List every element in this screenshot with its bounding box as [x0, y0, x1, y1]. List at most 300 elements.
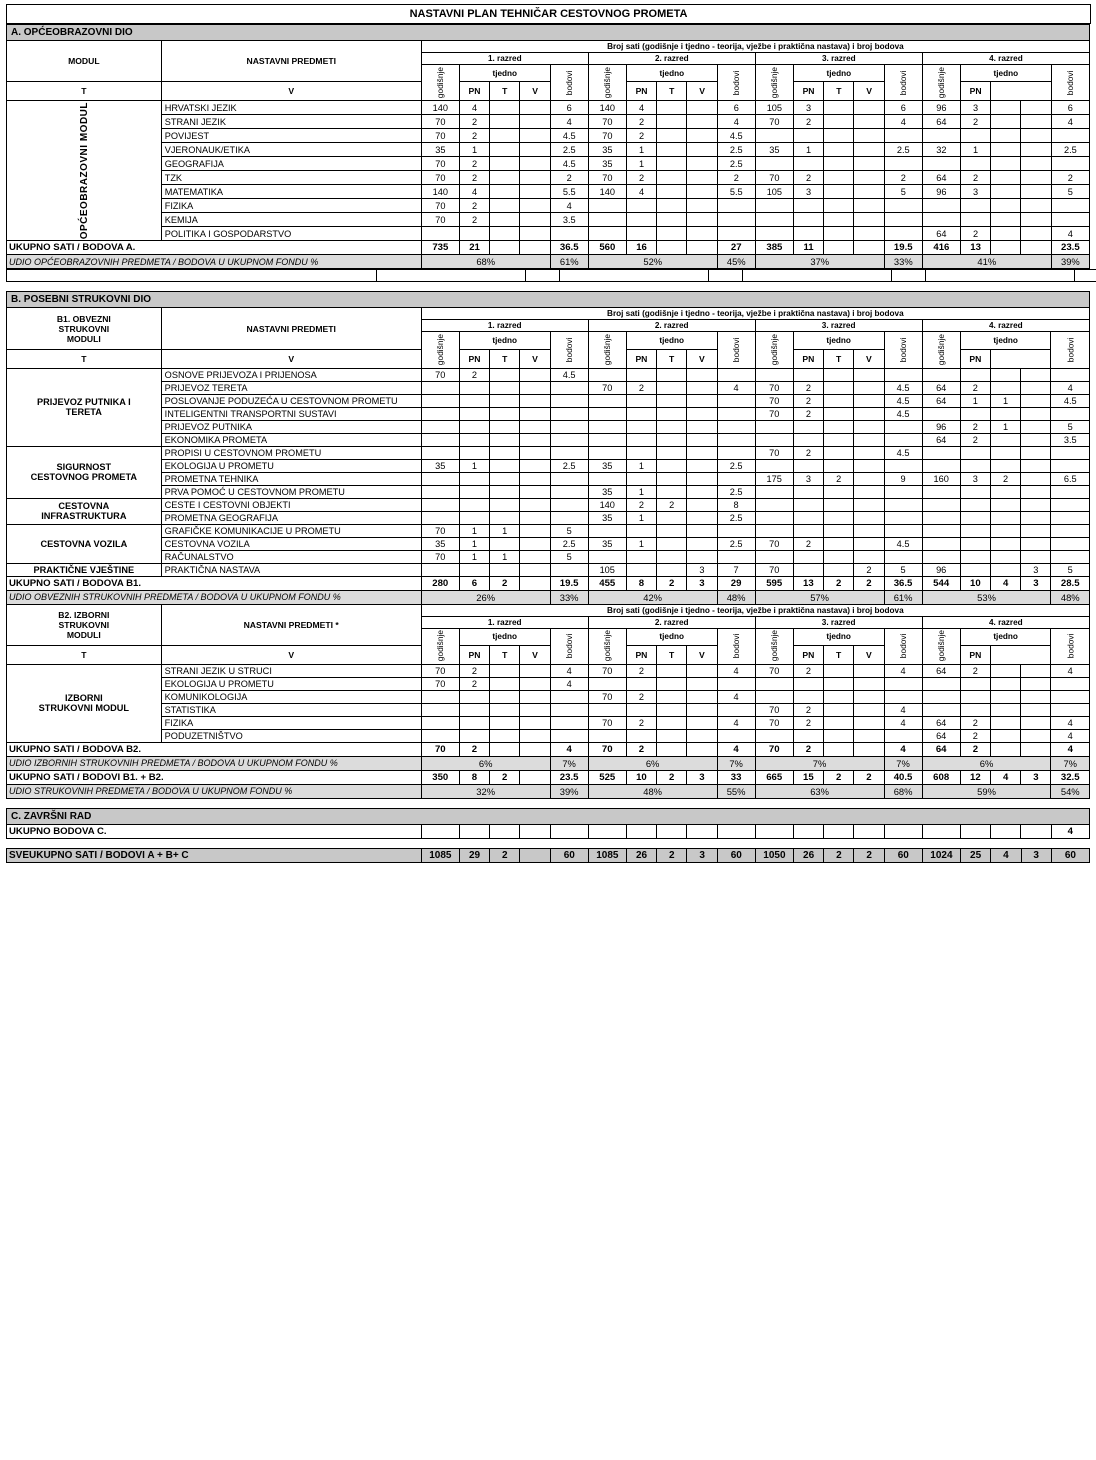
- col-header-b1-grade1: 1. razred: [421, 320, 588, 332]
- b1-row15-g1-c4: [550, 563, 588, 576]
- b1-row2-g4-c3: [1021, 394, 1051, 407]
- b1-row0-g3-c4: [884, 368, 922, 381]
- b2-row1-g1-c2: [490, 677, 520, 690]
- b1-row9-g3-c4: [884, 485, 922, 498]
- a-row9-g1-c0: [421, 227, 459, 241]
- b1-row13-g4-c1: [960, 537, 990, 550]
- b1-row10-g3-c2: [824, 498, 854, 511]
- b1-row15-g2-c1: [626, 563, 656, 576]
- a-row3-g1-c2: [490, 143, 520, 157]
- b2-row5-g3-c1: [793, 729, 823, 742]
- b2-row2-g3-c2: [824, 690, 854, 703]
- table-row: [7, 115, 1090, 129]
- b1-row6-g2-c4: [717, 446, 755, 459]
- b1-row14-g2-c0: [588, 550, 626, 563]
- b1b2-share-g3-hours: 63%: [755, 784, 884, 798]
- b1-total-g3-c4: 36.5: [884, 576, 922, 590]
- a-share-g1-points: 61%: [550, 255, 588, 269]
- b1-row14-g2-c2: [657, 550, 687, 563]
- b2-row2-g3-c3: [854, 690, 884, 703]
- b1-row0-g3-c3: [854, 368, 884, 381]
- c-total-g3-c1: [793, 824, 823, 838]
- b1-total-g2-c0: 455: [588, 576, 626, 590]
- b1b2-share-label: UDIO STRUKOVNIH PREDMETA / BODOVA U UKUPNOM FONDU %: [7, 784, 422, 798]
- col-a-g1-yearly: godišnje: [421, 65, 459, 101]
- a-row4-g2-c2: [657, 157, 687, 171]
- b1-row11-g2-c2: [657, 511, 687, 524]
- table-row: [7, 716, 1090, 729]
- page-title: NASTAVNI PLAN TEHNIČAR CESTOVNOG PROMETA: [7, 5, 1091, 24]
- col-header-hours-b2: Broj sati (godišnje i tjedno - teorija, vježbe i praktična nastava) i broj bodova: [421, 604, 1089, 616]
- a-row3-g2-c0: 35: [588, 143, 626, 157]
- b2-row1-g2-c1: [626, 677, 656, 690]
- a-row6-g4-c4: 5: [1051, 185, 1089, 199]
- b1-row14-g3-c1: [793, 550, 823, 563]
- a-row1-g2-c1: 2: [626, 115, 656, 129]
- b1-row13-g3-c3: [854, 537, 884, 550]
- col-a-g1-points: bodovi: [550, 65, 588, 101]
- b1b2-share-g2-points: 55%: [717, 784, 755, 798]
- b2-row2-g4-c1: [960, 690, 990, 703]
- a-row1-g3-c0: 70: [755, 115, 793, 129]
- a-row5-g2-c1: 2: [626, 171, 656, 185]
- a-row4-g3-c4: [884, 157, 922, 171]
- b2-row5-g2-c4: [717, 729, 755, 742]
- b1-row4-g4-c1: 2: [960, 420, 990, 433]
- col-header-b2-grade1: 1. razred: [421, 616, 588, 628]
- subject-name: PRIJEVOZ TERETA: [161, 381, 421, 394]
- b2-row3-g2-c4: [717, 703, 755, 716]
- b1-row13-g2-c1: 1: [626, 537, 656, 550]
- subject-name: EKOLOGIJA U PROMETU: [161, 459, 421, 472]
- gap-3: [6, 839, 1090, 848]
- col-b2-g4-T: T: [824, 646, 854, 665]
- b1-row7-g4-c3: [1021, 459, 1051, 472]
- b1-row0-g2-c1: [626, 368, 656, 381]
- a-row5-g4-c2: [991, 171, 1021, 185]
- b1-row0-g2-c4: [717, 368, 755, 381]
- a-row5-g3-c1: 2: [793, 171, 823, 185]
- b1-row15-g3-c1: [793, 563, 823, 576]
- b1-row11-g1-c4: [550, 511, 588, 524]
- a-row3-g2-c3: [687, 143, 717, 157]
- a-row5-g4-c1: 2: [960, 171, 990, 185]
- b1-row0-g2-c0: [588, 368, 626, 381]
- col-header-b2-modules: B2. IZBORNI STRUKOVNI MODULI: [7, 604, 162, 645]
- col-b2-g4-PN: PN: [960, 646, 990, 665]
- section-c-total-row: [7, 824, 1090, 838]
- b1-row11-g1-c1: [459, 511, 489, 524]
- b1-row12-g1-c4: 5: [550, 524, 588, 537]
- b2-row5-g2-c0: [588, 729, 626, 742]
- b1-row2-g1-c0: [421, 394, 459, 407]
- b1-row0-g4-c1: [960, 368, 990, 381]
- b1-row8-g3-c2: 2: [824, 472, 854, 485]
- a-row7-g3-c4: [884, 199, 922, 213]
- b1b2-total-g4-c4: 32.5: [1051, 770, 1090, 784]
- a-row8-g4-c0: [922, 213, 960, 227]
- b1-row9-g4-c2: [990, 485, 1020, 498]
- a-row7-g4-c0: [922, 199, 960, 213]
- col-a-g4-T: T: [824, 82, 854, 101]
- b1-row10-g2-c0: 140: [588, 498, 626, 511]
- b1-share-g3-hours: 57%: [755, 590, 884, 604]
- b1-row6-g1-c0: [421, 446, 459, 459]
- a-total-g4-c0: 416: [922, 241, 960, 255]
- b1-row5-g1-c0: [421, 433, 459, 446]
- b1-row9-g2-c4: 2.5: [717, 485, 755, 498]
- b1-row3-g1-c1: [459, 407, 489, 420]
- b1-row0-g1-c1: 2: [459, 368, 489, 381]
- a-row7-g1-c3: [520, 199, 550, 213]
- b2-row3-g3-c0: 70: [755, 703, 793, 716]
- a-row4-g2-c3: [687, 157, 717, 171]
- b1-row7-g2-c3: [687, 459, 717, 472]
- a-row6-g4-c2: [991, 185, 1021, 199]
- col-header-module: MODUL: [7, 41, 162, 82]
- b2-row1-g4-c0: [922, 677, 960, 690]
- table-row: [7, 677, 1090, 690]
- b1-row15-g4-c3: 3: [1021, 563, 1051, 576]
- b1-row14-g1-c0: 70: [421, 550, 459, 563]
- b2-row0-g1-c1: 2: [459, 664, 489, 677]
- b1b2-total-g2-c0: 525: [588, 770, 626, 784]
- a-total-g3-c0: 385: [755, 241, 793, 255]
- b1-total-g2-c4: 29: [717, 576, 755, 590]
- col-a-g1-V: V: [161, 82, 421, 101]
- b2-row3-g4-c1: [960, 703, 990, 716]
- col-b2-g2-PN: PN: [626, 646, 656, 665]
- c-total-g1-c4: [550, 824, 588, 838]
- b1-row8-g2-c3: [687, 472, 717, 485]
- b2-row4-g3-c0: 70: [755, 716, 793, 729]
- b2-row3-g3-c4: 4: [884, 703, 922, 716]
- b1-row7-g1-c3: [520, 459, 550, 472]
- subject-name: STRANI JEZIK U STRUCI: [161, 664, 421, 677]
- b1-row4-g3-c1: [793, 420, 823, 433]
- a-row7-g3-c3: [854, 199, 884, 213]
- grand-g4-c0: 1024: [922, 848, 960, 862]
- subject-name: STRANI JEZIK: [161, 115, 421, 129]
- b1-row6-g3-c3: [854, 446, 884, 459]
- b2-row5-g4-c3: [1021, 729, 1051, 742]
- col-header-grade3: 3. razred: [755, 53, 922, 65]
- col-b2-g3-yearly: godišnje: [755, 628, 793, 664]
- b2-share-g1-hours: 6%: [421, 756, 550, 770]
- b1-row1-g2-c4: 4: [717, 381, 755, 394]
- a-row8-g4-c1: [960, 213, 990, 227]
- a-row3-g3-c1: 1: [793, 143, 823, 157]
- b1-row13-g4-c0: [922, 537, 960, 550]
- b2-total-g2-c3: [687, 742, 717, 756]
- b1-row4-g1-c4: [550, 420, 588, 433]
- section-a-total-label: UKUPNO SATI / BODOVA A.: [7, 241, 422, 255]
- table-row: [7, 420, 1090, 433]
- col-b1-g4-points: bodovi: [1051, 332, 1090, 368]
- b1-row5-g1-c1: [459, 433, 489, 446]
- grand-g1-c2: 2: [490, 848, 520, 862]
- a-row1-g3-c1: 2: [793, 115, 823, 129]
- grand-g4-c1: 25: [960, 848, 990, 862]
- grand-g2-c4: 60: [717, 848, 755, 862]
- b1-row9-g1-c1: [459, 485, 489, 498]
- b1-row5-g3-c3: [854, 433, 884, 446]
- b1-row5-g4-c2: [990, 433, 1020, 446]
- a-row9-g3-c3: [854, 227, 884, 241]
- b1-row1-g1-c2: [490, 381, 520, 394]
- b1-row14-g3-c2: [824, 550, 854, 563]
- b1-row10-g3-c1: [793, 498, 823, 511]
- a-total-g2-c2: [657, 241, 687, 255]
- b1-row12-g2-c1: [626, 524, 656, 537]
- b2-row3-g4-c4: [1051, 703, 1090, 716]
- b2-row1-g1-c1: 2: [459, 677, 489, 690]
- section-a-share-label: UDIO OPĆEOBRAZOVNIH PREDMETA / BODOVA U UKUPNOM FONDU %: [7, 255, 422, 269]
- b2-row3-g2-c2: [657, 703, 687, 716]
- b1-row2-g3-c1: 2: [793, 394, 823, 407]
- b1-row13-g2-c4: 2.5: [717, 537, 755, 550]
- b1-row7-g2-c1: 1: [626, 459, 656, 472]
- col-a-g4-V: V: [854, 82, 884, 101]
- b1-row6-g3-c0: 70: [755, 446, 793, 459]
- b1-row9-g1-c0: [421, 485, 459, 498]
- b2-row1-g4-c1: [960, 677, 990, 690]
- c-total-g2-c3: [687, 824, 717, 838]
- a-row6-g3-c4: 5: [884, 185, 922, 199]
- c-total-g2-c1: [626, 824, 656, 838]
- b1-row9-g1-c3: [520, 485, 550, 498]
- a-row7-g1-c1: 2: [459, 199, 489, 213]
- col-b2-g4-weekly: tjedno: [960, 628, 1051, 645]
- gap-1: [6, 282, 1090, 291]
- b1-row15-g2-c4: 7: [717, 563, 755, 576]
- subject-name: PROMETNA GEOGRAFIJA: [161, 511, 421, 524]
- b1-total-g3-c1: 13: [793, 576, 823, 590]
- b1-row13-g1-c3: [520, 537, 550, 550]
- b1-row2-g1-c2: [490, 394, 520, 407]
- b1b2-total-g3-c4: 40.5: [884, 770, 922, 784]
- b1-row14-g2-c3: [687, 550, 717, 563]
- a-row1-g1-c1: 2: [459, 115, 489, 129]
- b1-row12-g3-c2: [824, 524, 854, 537]
- a-row9-g1-c3: [520, 227, 550, 241]
- b1-row0-g3-c2: [824, 368, 854, 381]
- b1-row15-g3-c4: 5: [884, 563, 922, 576]
- b1-row13-g3-c2: [824, 537, 854, 550]
- b2-total-g3-c2: [824, 742, 854, 756]
- b1-row5-g4-c0: 64: [922, 433, 960, 446]
- col-a-g3-yearly: godišnje: [755, 65, 793, 101]
- b2-row0-g3-c4: 4: [884, 664, 922, 677]
- b1-row6-g2-c3: [687, 446, 717, 459]
- a-row3-g3-c0: 35: [755, 143, 793, 157]
- b1-row0-g2-c2: [657, 368, 687, 381]
- b1-row15-g1-c3: [520, 563, 550, 576]
- b1-row7-g2-c0: 35: [588, 459, 626, 472]
- b1-row8-g1-c0: [421, 472, 459, 485]
- a-row9-g1-c2: [490, 227, 520, 241]
- a-row0-g1-c3: [520, 101, 550, 115]
- b1-row9-g2-c2: [657, 485, 687, 498]
- b1-row0-g4-c3: [1021, 368, 1051, 381]
- b1-row15-g1-c2: [490, 563, 520, 576]
- a-row7-g2-c2: [657, 199, 687, 213]
- a-row1-g2-c2: [657, 115, 687, 129]
- grand-g1-c4: 60: [550, 848, 588, 862]
- c-total-g3-c2: [824, 824, 854, 838]
- b1-row3-g4-c0: [922, 407, 960, 420]
- col-b1-g3-yearly: godišnje: [755, 332, 793, 368]
- b2-row4-g4-c4: 4: [1051, 716, 1090, 729]
- b1-row11-g3-c1: [793, 511, 823, 524]
- b2-row1-g4-c2: [990, 677, 1020, 690]
- subject-name: MATEMATIKA: [161, 185, 421, 199]
- col-b2-g1-V: V: [161, 646, 421, 665]
- a-row2-g3-c4: [884, 129, 922, 143]
- col-a-g3-weekly: tjedno: [793, 65, 884, 82]
- b2-row3-g3-c3: [854, 703, 884, 716]
- b1-row15-g2-c3: 3: [687, 563, 717, 576]
- b1-row3-g2-c4: [717, 407, 755, 420]
- b1-row15-g1-c0: [421, 563, 459, 576]
- b1-row9-g3-c3: [854, 485, 884, 498]
- a-row7-g1-c2: [490, 199, 520, 213]
- a-row2-g3-c1: [793, 129, 823, 143]
- a-row1-g2-c0: 70: [588, 115, 626, 129]
- col-header-b1-modules: B1. OBVEZNI STRUKOVNI MODULI: [7, 308, 162, 349]
- table-row: [7, 550, 1090, 563]
- b1-row6-g2-c0: [588, 446, 626, 459]
- b1-row9-g2-c3: [687, 485, 717, 498]
- b2-row1-g1-c4: 4: [550, 677, 588, 690]
- b2-row5-g3-c2: [824, 729, 854, 742]
- a-row6-g2-c2: [657, 185, 687, 199]
- col-b1-g2-points: bodovi: [717, 332, 755, 368]
- subject-name: POLITIKA I GOSPODARSTVO: [161, 227, 421, 241]
- a-total-g1-c0: 735: [421, 241, 459, 255]
- a-row3-g3-c4: 2.5: [884, 143, 922, 157]
- b1-row6-g4-c2: [990, 446, 1020, 459]
- b1-share-g2-hours: 42%: [588, 590, 717, 604]
- b1-row4-g1-c1: [459, 420, 489, 433]
- b2-row1-g4-c3: [1021, 677, 1051, 690]
- b2-row4-g2-c2: [657, 716, 687, 729]
- b2-row5-g3-c0: [755, 729, 793, 742]
- col-b2-g1-yearly: godišnje: [421, 628, 459, 664]
- b1-row9-g2-c0: 35: [588, 485, 626, 498]
- b1-row2-g3-c0: 70: [755, 394, 793, 407]
- b2-share-row: [7, 756, 1090, 770]
- b2-row2-g1-c1: [459, 690, 489, 703]
- b1-row7-g3-c2: [824, 459, 854, 472]
- b2-total-g2-c4: 4: [717, 742, 755, 756]
- table-row: [7, 664, 1090, 677]
- b1-row3-g2-c3: [687, 407, 717, 420]
- a-row7-g3-c1: [793, 199, 823, 213]
- c-total-g2-c2: [657, 824, 687, 838]
- b1-row2-g3-c3: [854, 394, 884, 407]
- a-row5-g2-c2: [657, 171, 687, 185]
- b1-row8-g1-c3: [520, 472, 550, 485]
- col-a-g1-weekly: tjedno: [459, 65, 550, 82]
- b2-row3-g2-c1: [626, 703, 656, 716]
- col-header-hours: Broj sati (godišnje i tjedno - teorija, vježbe i praktična nastava) i broj bodova: [421, 41, 1089, 53]
- b1-row0-g1-c4: 4.5: [550, 368, 588, 381]
- a-total-g1-c2: [490, 241, 520, 255]
- b1-row3-g2-c2: [657, 407, 687, 420]
- a-row2-g2-c1: 2: [626, 129, 656, 143]
- b1-row6-g1-c2: [490, 446, 520, 459]
- b1-row5-g3-c1: [793, 433, 823, 446]
- b1b2-share-row: [7, 784, 1090, 798]
- a-row0-g2-c1: 4: [626, 101, 656, 115]
- c-total-g1-c1: [459, 824, 489, 838]
- b2-row5-g1-c0: [421, 729, 459, 742]
- b1-row10-g4-c4: [1051, 498, 1090, 511]
- a-row5-g3-c3: [854, 171, 884, 185]
- a-row9-g3-c1: [793, 227, 823, 241]
- section-a-heading: A. OPĆEOBRAZOVNI DIO: [7, 25, 1090, 41]
- a-row5-g2-c3: [687, 171, 717, 185]
- a-row7-g2-c0: [588, 199, 626, 213]
- b1-row11-g4-c3: [1021, 511, 1051, 524]
- b1-row10-g3-c0: [755, 498, 793, 511]
- b1-row6-g1-c3: [520, 446, 550, 459]
- b1-row1-g2-c3: [687, 381, 717, 394]
- b2-row5-g4-c1: 2: [960, 729, 990, 742]
- b1-row10-g2-c3: [687, 498, 717, 511]
- subject-name: PROPISI U CESTOVNOM PROMETU: [161, 446, 421, 459]
- a-row2-g4-c3: [1021, 129, 1051, 143]
- b2-row3-g3-c1: 2: [793, 703, 823, 716]
- b1-row14-g4-c1: [960, 550, 990, 563]
- a-row6-g1-c0: 140: [421, 185, 459, 199]
- table-row: [7, 407, 1090, 420]
- b1-row7-g3-c0: [755, 459, 793, 472]
- b2-row2-g2-c4: 4: [717, 690, 755, 703]
- col-a-g3-T: T: [657, 82, 687, 101]
- table-row: [7, 394, 1090, 407]
- col-b1-g4-yearly: godišnje: [922, 332, 960, 368]
- b2-share-g2-hours: 6%: [588, 756, 717, 770]
- a-total-g2-c0: 560: [588, 241, 626, 255]
- b1-row7-g3-c1: [793, 459, 823, 472]
- b1-row0-g1-c2: [490, 368, 520, 381]
- a-row1-g3-c4: 4: [884, 115, 922, 129]
- a-row8-g2-c4: [717, 213, 755, 227]
- section-b-table: [6, 291, 1090, 798]
- a-row8-g2-c2: [657, 213, 687, 227]
- a-row9-g2-c4: [717, 227, 755, 241]
- subject-name: FIZIKA: [161, 716, 421, 729]
- b2-row4-g3-c3: [854, 716, 884, 729]
- b1-row1-g1-c1: [459, 381, 489, 394]
- col-b2-g1-T: T: [7, 646, 162, 665]
- b1-row11-g2-c0: 35: [588, 511, 626, 524]
- a-row6-g1-c1: 4: [459, 185, 489, 199]
- col-b2-g4-V: V: [854, 646, 884, 665]
- b1-row8-g2-c1: [626, 472, 656, 485]
- b1-row1-g2-c0: 70: [588, 381, 626, 394]
- a-row1-g4-c4: 4: [1051, 115, 1089, 129]
- b1-row8-g4-c1: 3: [960, 472, 990, 485]
- a-row3-g1-c4: 2.5: [550, 143, 588, 157]
- b1-row11-g2-c1: 1: [626, 511, 656, 524]
- col-a-g2-weekly: tjedno: [626, 65, 717, 82]
- b1-row3-g4-c3: [1021, 407, 1051, 420]
- b1-row7-g2-c2: [657, 459, 687, 472]
- gap-2: [6, 799, 1090, 808]
